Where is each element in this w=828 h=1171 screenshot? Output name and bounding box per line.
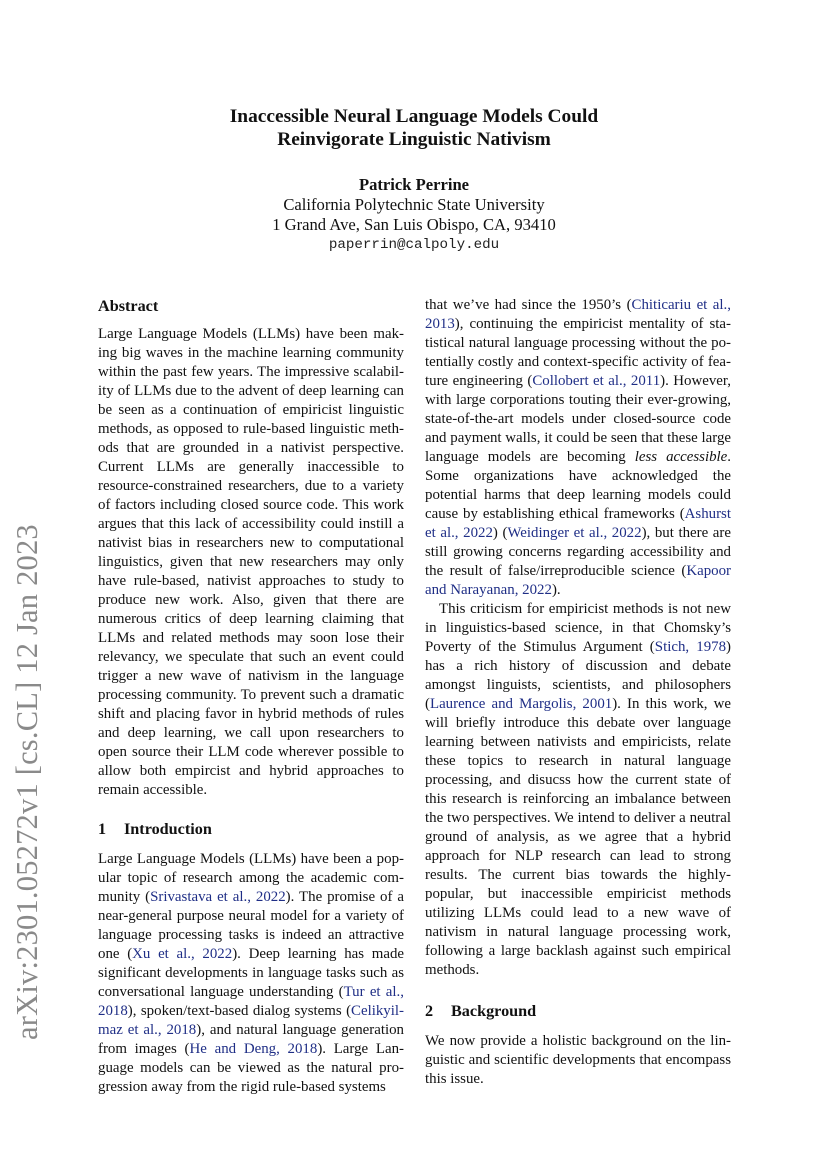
body-text: ) has a rich history of discussion and debate amongst linguists, scientists, and philosophers ( [425,639,731,712]
citation-link[interactable]: Kapoor and Narayanan, 2022 [425,563,731,598]
paper-title-line-2: Reinvigorate Linguistic Nativism [277,129,551,150]
body-text: . Some organizations have acknowledged the potential harms that deep learning models could cause by establishing ethical frameworks ( [425,449,732,522]
section-number: 2 [425,1002,434,1020]
body-text: ), spoken/text-based dialog systems ( [127,1003,352,1019]
body-text: ). However, with large corporations touting their ever-growing, state-of-the-art models under closed-source code and payment walls, it could be seen that these large language models are becoming [425,373,731,465]
introduction-heading [98,819,404,839]
author-block [100,175,728,255]
section-title: Introduction [124,820,212,838]
left-column [98,296,404,1097]
body-text: ). Large Language models can be viewed as the natural progression away from the rigid rule-based systems [98,1041,404,1095]
citation-link[interactable]: Srivastava et al., 2022 [150,889,286,905]
body-text: ). Deep learning has made significant developments in language tasks such as conversational language understanding ( [98,946,404,1000]
citation-link[interactable]: Weidinger et al., 2022 [507,525,642,541]
background-paragraph: We now provide a holistic background on the linguistic and scientific developments that encompass this issue. [425,1033,731,1087]
body-text: ) ( [492,525,508,541]
abstract-text: Large Language Models (LLMs) have been making big waves in the machine learning community within the past few years. The impressive scalability of LLMs due to the advent of deep learning can be seen as a continuation of empiricist linguistic methods, as opposed to rule-based linguistic methods that are grounded in a nativist perspective. Current LLMs are generally inaccessible to resource-constrained researchers, due to a variety of factors including closed source code. This work argues that this lack of accessibility could instill a nativist bias in researchers new to computational linguistics, given that new researchers may only have rule-based, nativist approaches to study to produce new work. Also, given that there are numerous critics of deep learning claiming that LLMs and related methods may soon lose their relevancy, we speculate that such an event could trigger a new wave of nativism in the language processing community. To prevent such a dramatic shift and placing favor in hybrid methods of rules and deep learning, we call upon researchers to open source their LLM code wherever possible to allow both empircist and hybrid approaches to remain accessible. [98,326,404,798]
body-text: ). [551,582,561,598]
emphasized-text: less accessible [634,449,728,465]
citation-link[interactable]: Celikyilmaz et al., 2018 [98,1003,404,1038]
body-text: ), and natural language generation from images ( [98,1022,404,1057]
paper-title [100,105,728,151]
body-text: ), but there are still growing concerns regarding accessibility and the result of false/irreproducible science ( [425,525,731,579]
arxiv-identifier-text: arXiv:2301.05272v1 [cs.CL] 12 Jan 2023 [10,524,44,1040]
citation-link[interactable]: He and Deng, 2018 [189,1041,318,1057]
section-title: Background [451,1002,537,1020]
author-name: Patrick Perrine [358,175,470,194]
body-text: Large Language Models (LLMs) have been a popular topic of research among the academic community ( [98,851,404,905]
body-text: that we’ve had since the 1950’s ( [425,297,632,313]
abstract-heading: Abstract [98,297,159,315]
body-text: ), continuing the empiricist mentality of statistical natural language processing without the potentially costly and context-specific activity of feature engineering ( [425,316,731,389]
body-text: This criticism for empiricist methods is not new in linguistics-based science, in that Chomsky’s Poverty of the Stimulus Argument ( [425,601,731,655]
background-heading [425,1001,731,1021]
citation-link[interactable]: Tur et al., 2018 [98,984,404,1019]
author-affiliation: California Polytechnic State University [283,195,545,214]
paper-title-line-1: Inaccessible Neural Language Models Could [229,106,599,127]
author-address: 1 Grand Ave, San Luis Obispo, CA, 93410 [272,215,556,234]
body-text: ). The promise of a near-general purpose neural model for a variety of language processing tasks is indeed an attractive one ( [98,889,404,962]
right-column [425,296,731,1089]
citation-link[interactable]: Chiticariu et al., 2013 [425,297,731,332]
introduction-paragraph-2 [425,600,731,980]
citation-link[interactable]: Stich, 1978 [654,639,727,655]
citation-link[interactable]: Ashurst et al., 2022 [425,506,731,541]
citation-link[interactable]: Laurence and Margolis, 2001 [429,696,613,712]
citation-link[interactable]: Xu et al., 2022 [132,946,233,962]
author-email: paperrin@calpoly.edu [328,237,500,253]
section-number: 1 [98,820,107,838]
introduction-paragraph-1-start [98,850,404,1097]
introduction-paragraph-1-continued [425,296,731,600]
body-text: ). In this work, we will briefly introduce this debate over language learning between nativists and empiricists, relate these topics to research in natural language processing, and disucss how the current state of this research is reinforcing an imbalance between the two perspectives. We intend to deliver a neutral ground of analysis, as we agree that a hybrid approach for NLP research can lead to strong results. The current bias towards the highly-popular, but inaccessible empiricist methods utilizing LLMs could lead to a new wave of nativism in natural language processing work, following a large backlash against such empirical methods. [425,696,731,978]
citation-link[interactable]: Collobert et al., 2011 [532,373,661,389]
